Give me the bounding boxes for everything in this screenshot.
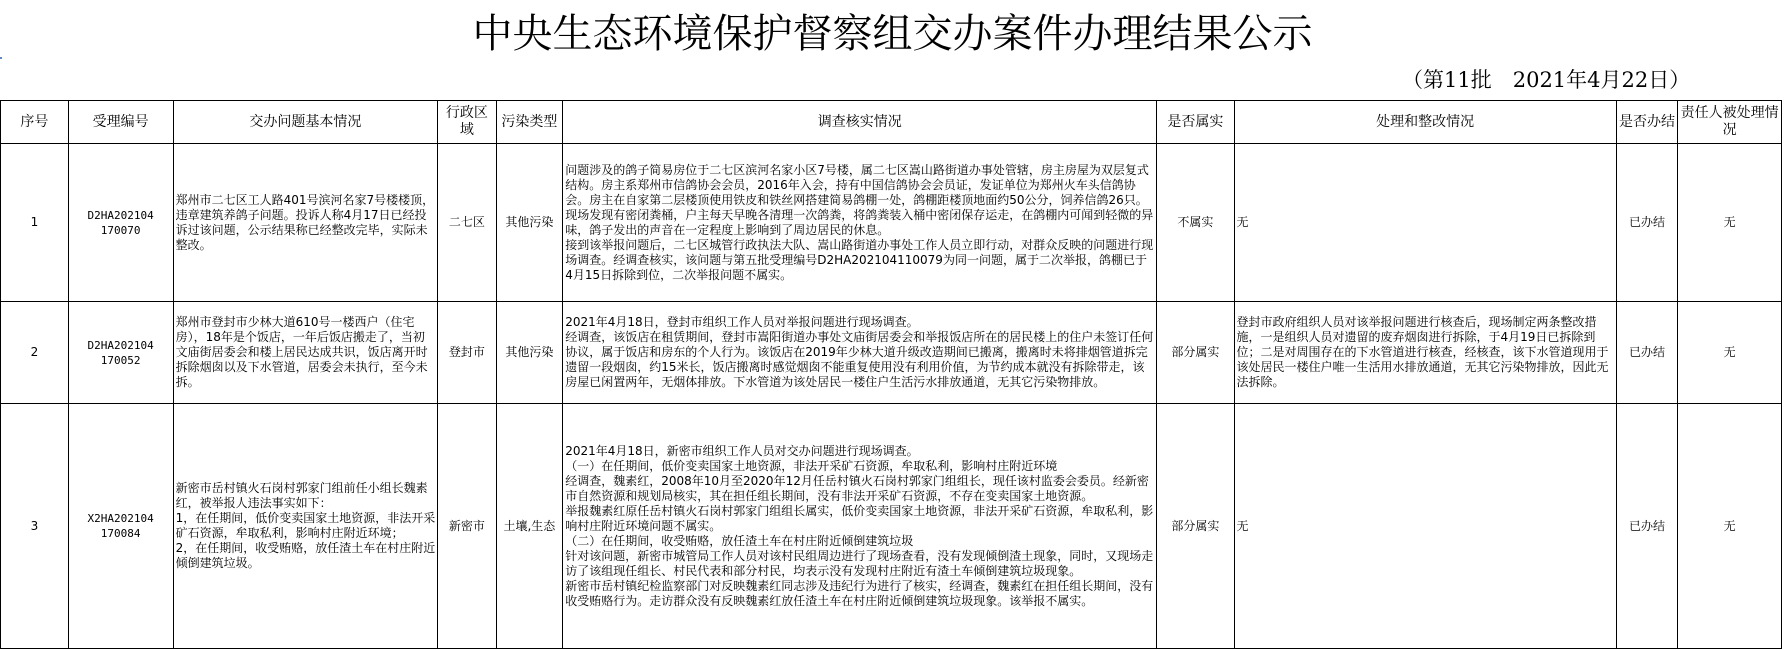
cell-seq: 3 [1,404,69,649]
cell-district: 新密市 [438,404,496,649]
col-header-investigation: 调查核实情况 [563,101,1157,144]
cell-investigation: 2021年4月18日，新密市组织工作人员对交办问题进行现场调查。 （一）在任期间，低价变卖国家土地资源，非法开采矿石资源，牟取私利，影响村庄附近环境 经调查，魏素红，2008年10月至2020年12月任岳村镇火石岗村郭家门组组长，现任该村监委会委员。经新密市自然资源和规划局核实，其在担任组长期间，没有非法开采矿石资源，不存在变卖国家土地资源。 举报魏素红原任岳村镇火石岗村郭家门组组长属实，低价变卖国家土地资源，非法开采矿石资源，牟取私利，影响村庄附近环境问题不属实。 （二）在任期间，收受贿赂，放任渣土车在村庄附近倾倒建筑垃圾 针对该问题，新密市城管局工作人员对该村民组周边进行了现场查看，没有发现倾倒渣土现象，同时，又现场走访了该组现任组长、村民代表和部分村民，均表示没有发现村庄附近有渣土车倾倒建筑垃圾现象。 新密市岳村镇纪检监察部门对反映魏素红同志涉及违纪行为进行了核实，经调查，魏素红在担任组长期间，没有收受贿赂行为。走访群众没有反映魏素红放任渣土车在村庄附近倾倒建筑垃圾现象。该举报不属实。 [565,443,1154,608]
cell-code: D2HA202104 170070 [68,144,173,302]
col-header-seq: 序号 [1,101,69,144]
cell-handling: 登封市政府组织人员对该举报问题进行核查后，现场制定两条整改措施，一是组织人员对遗留的废弃烟囱进行拆除，于4月19日已拆除到位；二是对周围存在的下水管道进行核查，经核查，该下水管道现用于该处居民一楼住户唯一生活用水排放通道，无其它污染物排放，因此无法拆除。 [1236,315,1609,389]
table-row [1,144,1782,302]
page-title: 中央生态环境保护督察组交办案件办理结果公示 [472,11,1313,57]
col-header-pollution-type: 污染类型 [496,101,563,144]
cell-district: 登封市 [438,302,496,404]
cell-seq: 2 [1,302,69,404]
col-header-district: 行政区域 [438,101,496,144]
cell-problem: 郑州市二七区工人路401号滨河名家7号楼楼顶，违章建筑养鸽子问题。投诉人称4月17日已经投诉过该问题，公示结果称已经整改完毕，实际未整改。 [175,192,435,252]
table-row [1,302,1782,404]
cell-investigation: 2021年4月18日，登封市组织工作人员对举报问题进行现场调查。 经调查，该饭店在租赁期间，登封市嵩阳街道办事处文庙街居委会和举报饭店所在的居民楼上的住户未签订任何协议，属于饭店和房东的个人行为。该饭店在2019年少林大道升级改造期间已搬离，搬离时未将排烟管道拆完遗留一段烟囱，约15米长，饭店搬离时感觉烟囱不能重复使用没有利用价值，为节约成本就没有拆除带走，该房屋已闲置两年，无烟体排放。下水管道为该处居民一楼住户生活污水排放通道，无其它污染物排放。 [565,315,1154,389]
cell-is-closed: 已办结 [1616,302,1677,404]
cell-accountability: 无 [1678,144,1782,302]
cell-handling: 无 [1236,518,1249,533]
cell-code: X2HA202104 170084 [68,404,173,649]
cell-seq: 1 [1,144,69,302]
cell-is-true: 部分属实 [1157,404,1234,649]
col-header-handling: 处理和整改情况 [1234,101,1616,144]
col-header-is-closed: 是否办结 [1616,101,1677,144]
cell-is-true: 不属实 [1157,144,1234,302]
cell-pollution-type: 其他污染 [496,144,563,302]
cell-accountability: 无 [1678,302,1782,404]
cell-pollution-type: 其他污染 [496,302,563,404]
cell-is-closed: 已办结 [1616,144,1677,302]
cell-is-true: 部分属实 [1157,302,1234,404]
col-header-is-true: 是否属实 [1157,101,1234,144]
cell-district: 二七区 [438,144,496,302]
col-header-accountability: 责任人被处理情况 [1678,101,1782,144]
cell-code: D2HA202104 170052 [68,302,173,404]
table-header-row [1,101,1782,144]
cell-handling: 无 [1236,215,1249,229]
col-header-problem: 交办问题基本情况 [173,101,438,144]
cell-investigation: 问题涉及的鸽子简易房位于二七区滨河名家小区7号楼，属二七区嵩山路街道办事处管辖，房主房屋为双层复式结构。房主系郑州市信鸽协会会员，2016年入会，持有中国信鸽协会会员证，发证单位为郑州火车头信鸽协会。房主在自家第二层楼顶使用铁皮和铁丝网搭建简易鸽棚一处，鸽棚距楼顶地面约50公分，饲养信鸽26只。现场发现有密闭粪桶，户主每天早晚各清理一次鸽粪，将鸽粪装入桶中密闭保存运走，在鸽棚内可闻到轻微的异味，鸽子发出的声音在一定程度上影响到了周边居民的休息。 接到该举报问题后，二七区城管行政执法大队、嵩山路街道办事处工作人员立即行动，对群众反映的问题进行现场调查。经调查核实，该问题与第五批受理编号D2HA202104110079为同一问题，属于二次举报，鸽棚已于4月15日拆除到位，二次举报问题不属实。 [565,162,1154,282]
cell-problem: 郑州市登封市少林大道610号一楼西户（住宅房），18年是个饭店，一年后饭店搬走了，当初文庙街居委会和楼上居民达成共识，饭店离开时拆除烟囱以及下水管道，居委会未执行，至今未拆。 [175,315,428,389]
table-row [1,404,1782,649]
case-results-table [0,100,1782,649]
batch-date-subtitle: （第11批 2021年4月22日） [1402,68,1691,92]
cell-problem: 新密市岳村镇火石岗村郭家门组前任小组长魏素红，被举报人违法事实如下： 1，在任期间，低价变卖国家土地资源，非法开采矿石资源，牟取私利，影响村庄附近环境； 2，在任期间，收受贿赂，放任渣土车在村庄附近倾倒建筑垃圾。 [175,481,436,570]
col-header-code: 受理编号 [68,101,173,144]
cell-accountability: 无 [1678,404,1782,649]
cell-is-closed: 已办结 [1616,404,1677,649]
cell-pollution-type: 土壤,生态 [496,404,563,649]
